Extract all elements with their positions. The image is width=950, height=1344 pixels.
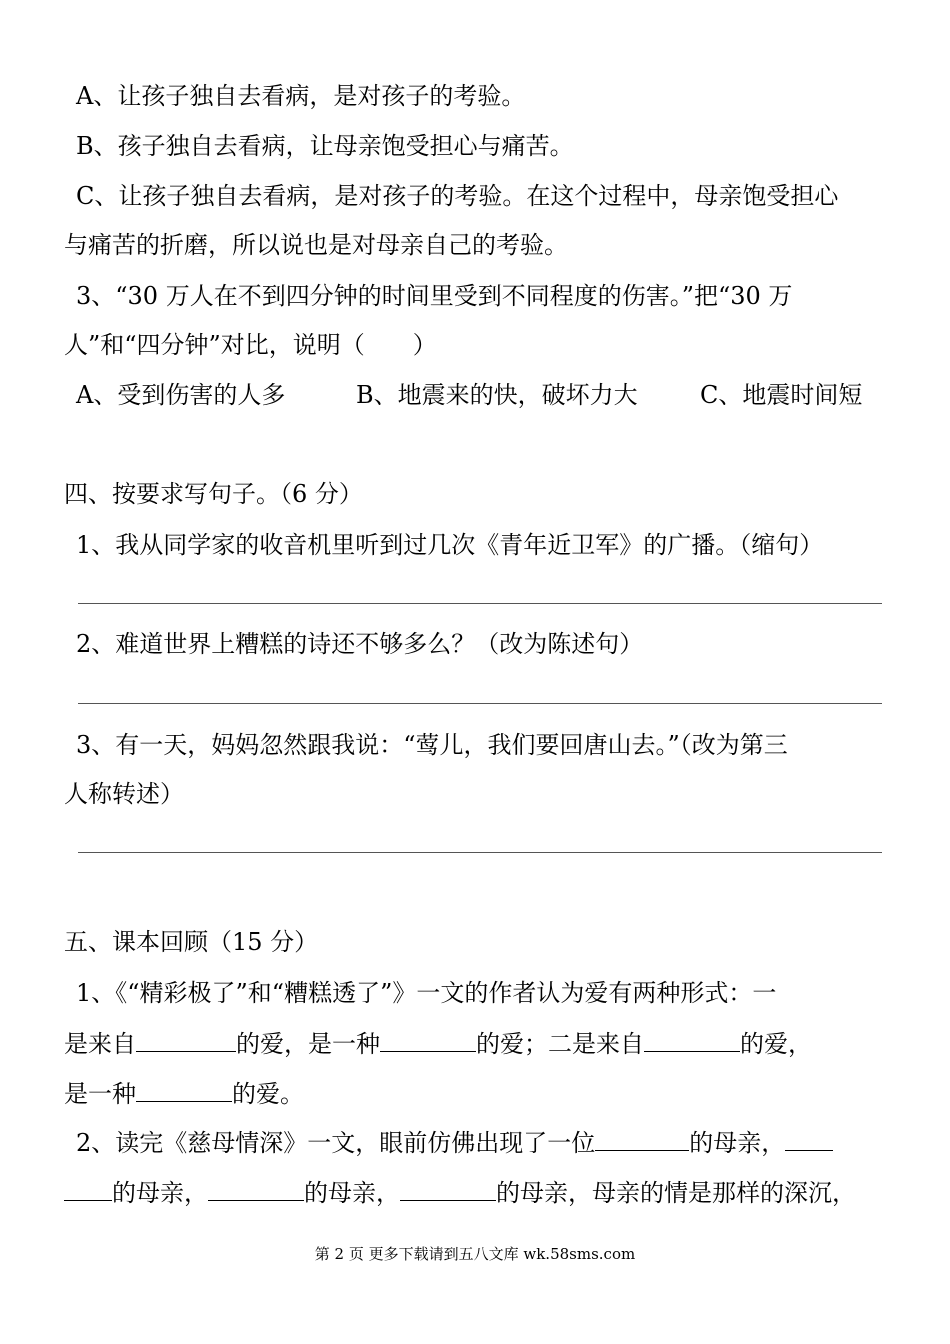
section-5-item-1-line1: 1、《“精彩极了”和“糟糕透了”》一文的作者认为爱有两种形式：一 bbox=[76, 979, 777, 1007]
question-3-option-c: C、地震时间短 bbox=[700, 381, 863, 409]
fill-blank[interactable] bbox=[64, 1176, 112, 1201]
fill-blank[interactable] bbox=[380, 1027, 476, 1052]
text-segment: 的爱， bbox=[740, 1030, 812, 1058]
section-4-item-3-line1: 3、有一天，妈妈忽然跟我说：“莺儿，我们要回唐山去。”（改为第三 bbox=[76, 731, 788, 759]
text-segment: 的爱；二是来自 bbox=[476, 1030, 644, 1058]
question-3-option-b: B、地震来的快，破坏力大 bbox=[356, 381, 638, 409]
option-b: B、孩子独自去看病，让母亲饱受担心与痛苦。 bbox=[76, 132, 574, 160]
fill-blank[interactable] bbox=[644, 1027, 740, 1052]
text-segment: 的母亲， bbox=[112, 1179, 208, 1207]
text-segment: 的母亲，母亲的情是那样的深沉， bbox=[496, 1179, 856, 1207]
text-segment: 的爱，是一种 bbox=[236, 1030, 380, 1058]
fill-blank[interactable] bbox=[136, 1027, 236, 1052]
text-segment: 是一种 bbox=[64, 1080, 136, 1108]
option-a: A、让孩子独自去看病，是对孩子的考验。 bbox=[76, 82, 526, 110]
fill-blank[interactable] bbox=[400, 1176, 496, 1201]
fill-blank[interactable] bbox=[208, 1176, 304, 1201]
fill-blank[interactable] bbox=[136, 1077, 232, 1102]
answer-line-1[interactable] bbox=[78, 603, 882, 604]
option-c-line2: 与痛苦的折磨，所以说也是对母亲自己的考验。 bbox=[64, 231, 568, 259]
answer-line-3[interactable] bbox=[78, 852, 882, 853]
page-footer: 第 2 页 更多下载请到五八文库 wk.58sms.com bbox=[314, 1245, 636, 1263]
section-4-item-1: 1、我从同学家的收音机里听到过几次《青年近卫军》的广播。（缩句） bbox=[76, 531, 824, 559]
question-3-line2: 人”和“四分钟”对比，说明（ ） bbox=[64, 331, 437, 359]
question-3-line1: 3、“30 万人在不到四分钟的时间里受到不同程度的伤害。”把“30 万 bbox=[76, 282, 793, 310]
section-4-item-3-line2: 人称转述） bbox=[64, 780, 184, 808]
option-c-line1: C、让孩子独自去看病，是对孩子的考验。在这个过程中，母亲饱受担心 bbox=[76, 182, 839, 210]
section-5-item-1-line3 bbox=[64, 1077, 894, 1110]
section-4-title: 四、按要求写句子。（6 分） bbox=[64, 480, 363, 508]
text-segment: 的母亲， bbox=[304, 1179, 400, 1207]
answer-line-2[interactable] bbox=[78, 703, 882, 704]
section-4-item-2: 2、难道世界上糟糕的诗还不够多么？（改为陈述句） bbox=[76, 630, 644, 658]
text-segment: 2、读完《慈母情深》一文，眼前仿佛出现了一位 bbox=[76, 1129, 596, 1157]
section-5-item-2-line2 bbox=[64, 1176, 894, 1209]
section-5-title: 五、课本回顾（15 分） bbox=[64, 928, 319, 956]
text-segment: 的母亲， bbox=[689, 1129, 786, 1157]
fill-blank[interactable] bbox=[785, 1126, 833, 1151]
text-segment: 是来自 bbox=[64, 1030, 136, 1058]
question-3-option-a: A、受到伤害的人多 bbox=[76, 381, 286, 409]
fill-blank[interactable] bbox=[595, 1126, 689, 1151]
section-5-item-2-line1 bbox=[76, 1126, 906, 1159]
text-segment: 的爱。 bbox=[232, 1080, 304, 1108]
section-5-item-1-line2 bbox=[64, 1027, 894, 1060]
